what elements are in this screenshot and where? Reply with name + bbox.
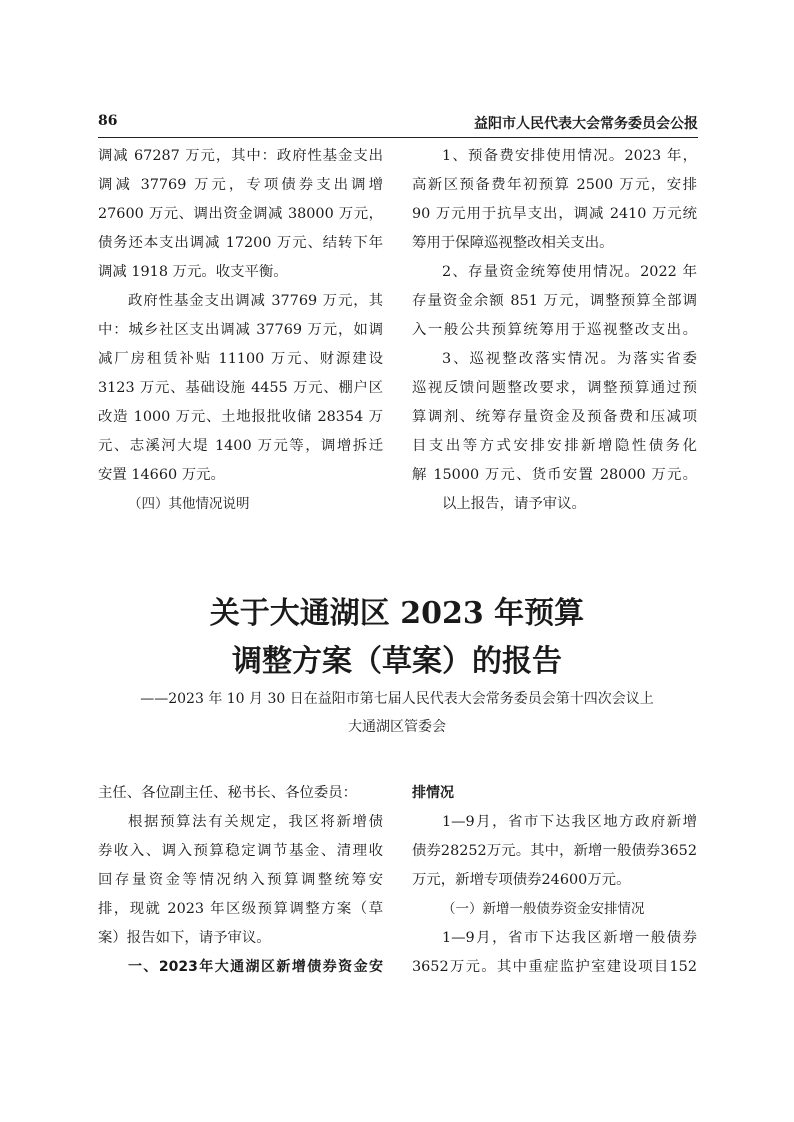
- text-line: 2、存量资金统筹使用情况。2022 年: [442, 264, 697, 280]
- text-line: 万元，新增专项债券24600万元。: [412, 872, 631, 888]
- text-line: 1—9月，省市下达我区新增一般债券: [442, 930, 697, 946]
- top-left-column: [98, 142, 383, 519]
- text-line: 调减 1918 万元。收支平衡。: [98, 264, 288, 280]
- text-line: 3、巡视整改落实情况。为落实省委: [442, 351, 697, 367]
- subsection-heading: （一）新增一般债券资金安排情况: [442, 901, 645, 917]
- text-line: 中：城乡社区支出调减 37769 万元，如调: [98, 322, 383, 338]
- text-line: 债券28252万元。其中，新增一般债券3652: [412, 843, 697, 859]
- text-line: 债务还本支出调减 17200 万元、结转下年: [98, 235, 383, 251]
- bottom-right-column: [412, 779, 697, 982]
- text-line: 目支出等方式安排安排新增隐性债务化: [412, 438, 697, 454]
- running-header: [98, 113, 698, 135]
- text-line: 案）报告如下，请予审议。: [98, 930, 271, 946]
- section-heading: 一、2023年大通湖区新增债券资金安: [128, 959, 383, 975]
- text-line: 回存量资金等情况纳入预算调整统筹安: [98, 872, 383, 888]
- text-line: 算调剂、统筹存量资金及预备费和压减项: [412, 409, 697, 425]
- text-line: 存量资金余额 851 万元，调整预算全部调: [412, 293, 697, 309]
- text-line: 排，现就 2023 年区级预算调整方案（草: [98, 901, 383, 917]
- header-rule: [98, 137, 698, 138]
- text-line: 90 万元用于抗旱支出，调减 2410 万元统: [412, 206, 697, 222]
- text-line: 1、预备费安排使用情况。2023 年，: [442, 148, 697, 164]
- article-title-line2: 调整方案（草案）的报告: [232, 644, 562, 679]
- text-line: 元、志溪河大堤 1400 万元等，调增拆迁: [98, 438, 383, 454]
- top-right-column: [412, 142, 697, 519]
- salutation: 主任、各位副主任、秘书长、各位委员：: [98, 785, 358, 801]
- text-line: 以上报告，请予审议。: [442, 496, 586, 512]
- text-line: 3652万元。其中重症监护室建设项目152: [412, 959, 697, 975]
- text-line: 改造 1000 万元、土地报批收储 28354 万: [98, 409, 383, 425]
- text-line: 3123 万元、基础设施 4455 万元、棚户区: [98, 380, 383, 396]
- text-line: 根据预算法有关规定，我区将新增债: [128, 814, 383, 830]
- text-line: 安置 14660 万元。: [98, 467, 225, 483]
- section-heading-continued: 排情况: [412, 785, 454, 801]
- section-heading: （四）其他情况说明: [128, 496, 250, 512]
- text-line: 解 15000 万元、货币安置 28000 万元。: [412, 467, 697, 483]
- text-line: 减厂房租赁补贴 11100 万元、财源建设: [98, 351, 383, 367]
- page-number: 86: [98, 113, 118, 129]
- text-line: 入一般公共预算统筹用于巡视整改支出。: [412, 322, 697, 338]
- text-line: 1—9月，省市下达我区地方政府新增: [442, 814, 697, 830]
- text-line: 筹用于保障巡视整改相关支出。: [412, 235, 614, 251]
- text-line: 27600 万元、调出资金调减 38000 万元，: [98, 206, 383, 222]
- text-line: 巡视反馈问题整改要求，调整预算通过预: [412, 380, 697, 396]
- article-title-line1: 关于大通湖区 2023 年预算: [209, 596, 585, 631]
- text-line: 高新区预备费年初预算 2500 万元，安排: [412, 177, 697, 193]
- bottom-left-column: [98, 779, 383, 982]
- text-line: 调减 37769 万元，专项债券支出调增: [98, 177, 383, 193]
- journal-name: 益阳市人民代表大会常务委员会公报: [474, 116, 698, 132]
- text-line: 券收入、调入预算稳定调节基金、清理收: [98, 843, 383, 859]
- article-author: 大通湖区管委会: [348, 719, 446, 735]
- text-line: 调减 67287 万元，其中：政府性基金支出: [98, 148, 383, 164]
- article-subtitle: ——2023 年 10 月 30 日在益阳市第七届人民代表大会常务委员会第十四次会议上: [140, 691, 654, 707]
- text-line: 政府性基金支出调减 37769 万元，其: [128, 293, 383, 309]
